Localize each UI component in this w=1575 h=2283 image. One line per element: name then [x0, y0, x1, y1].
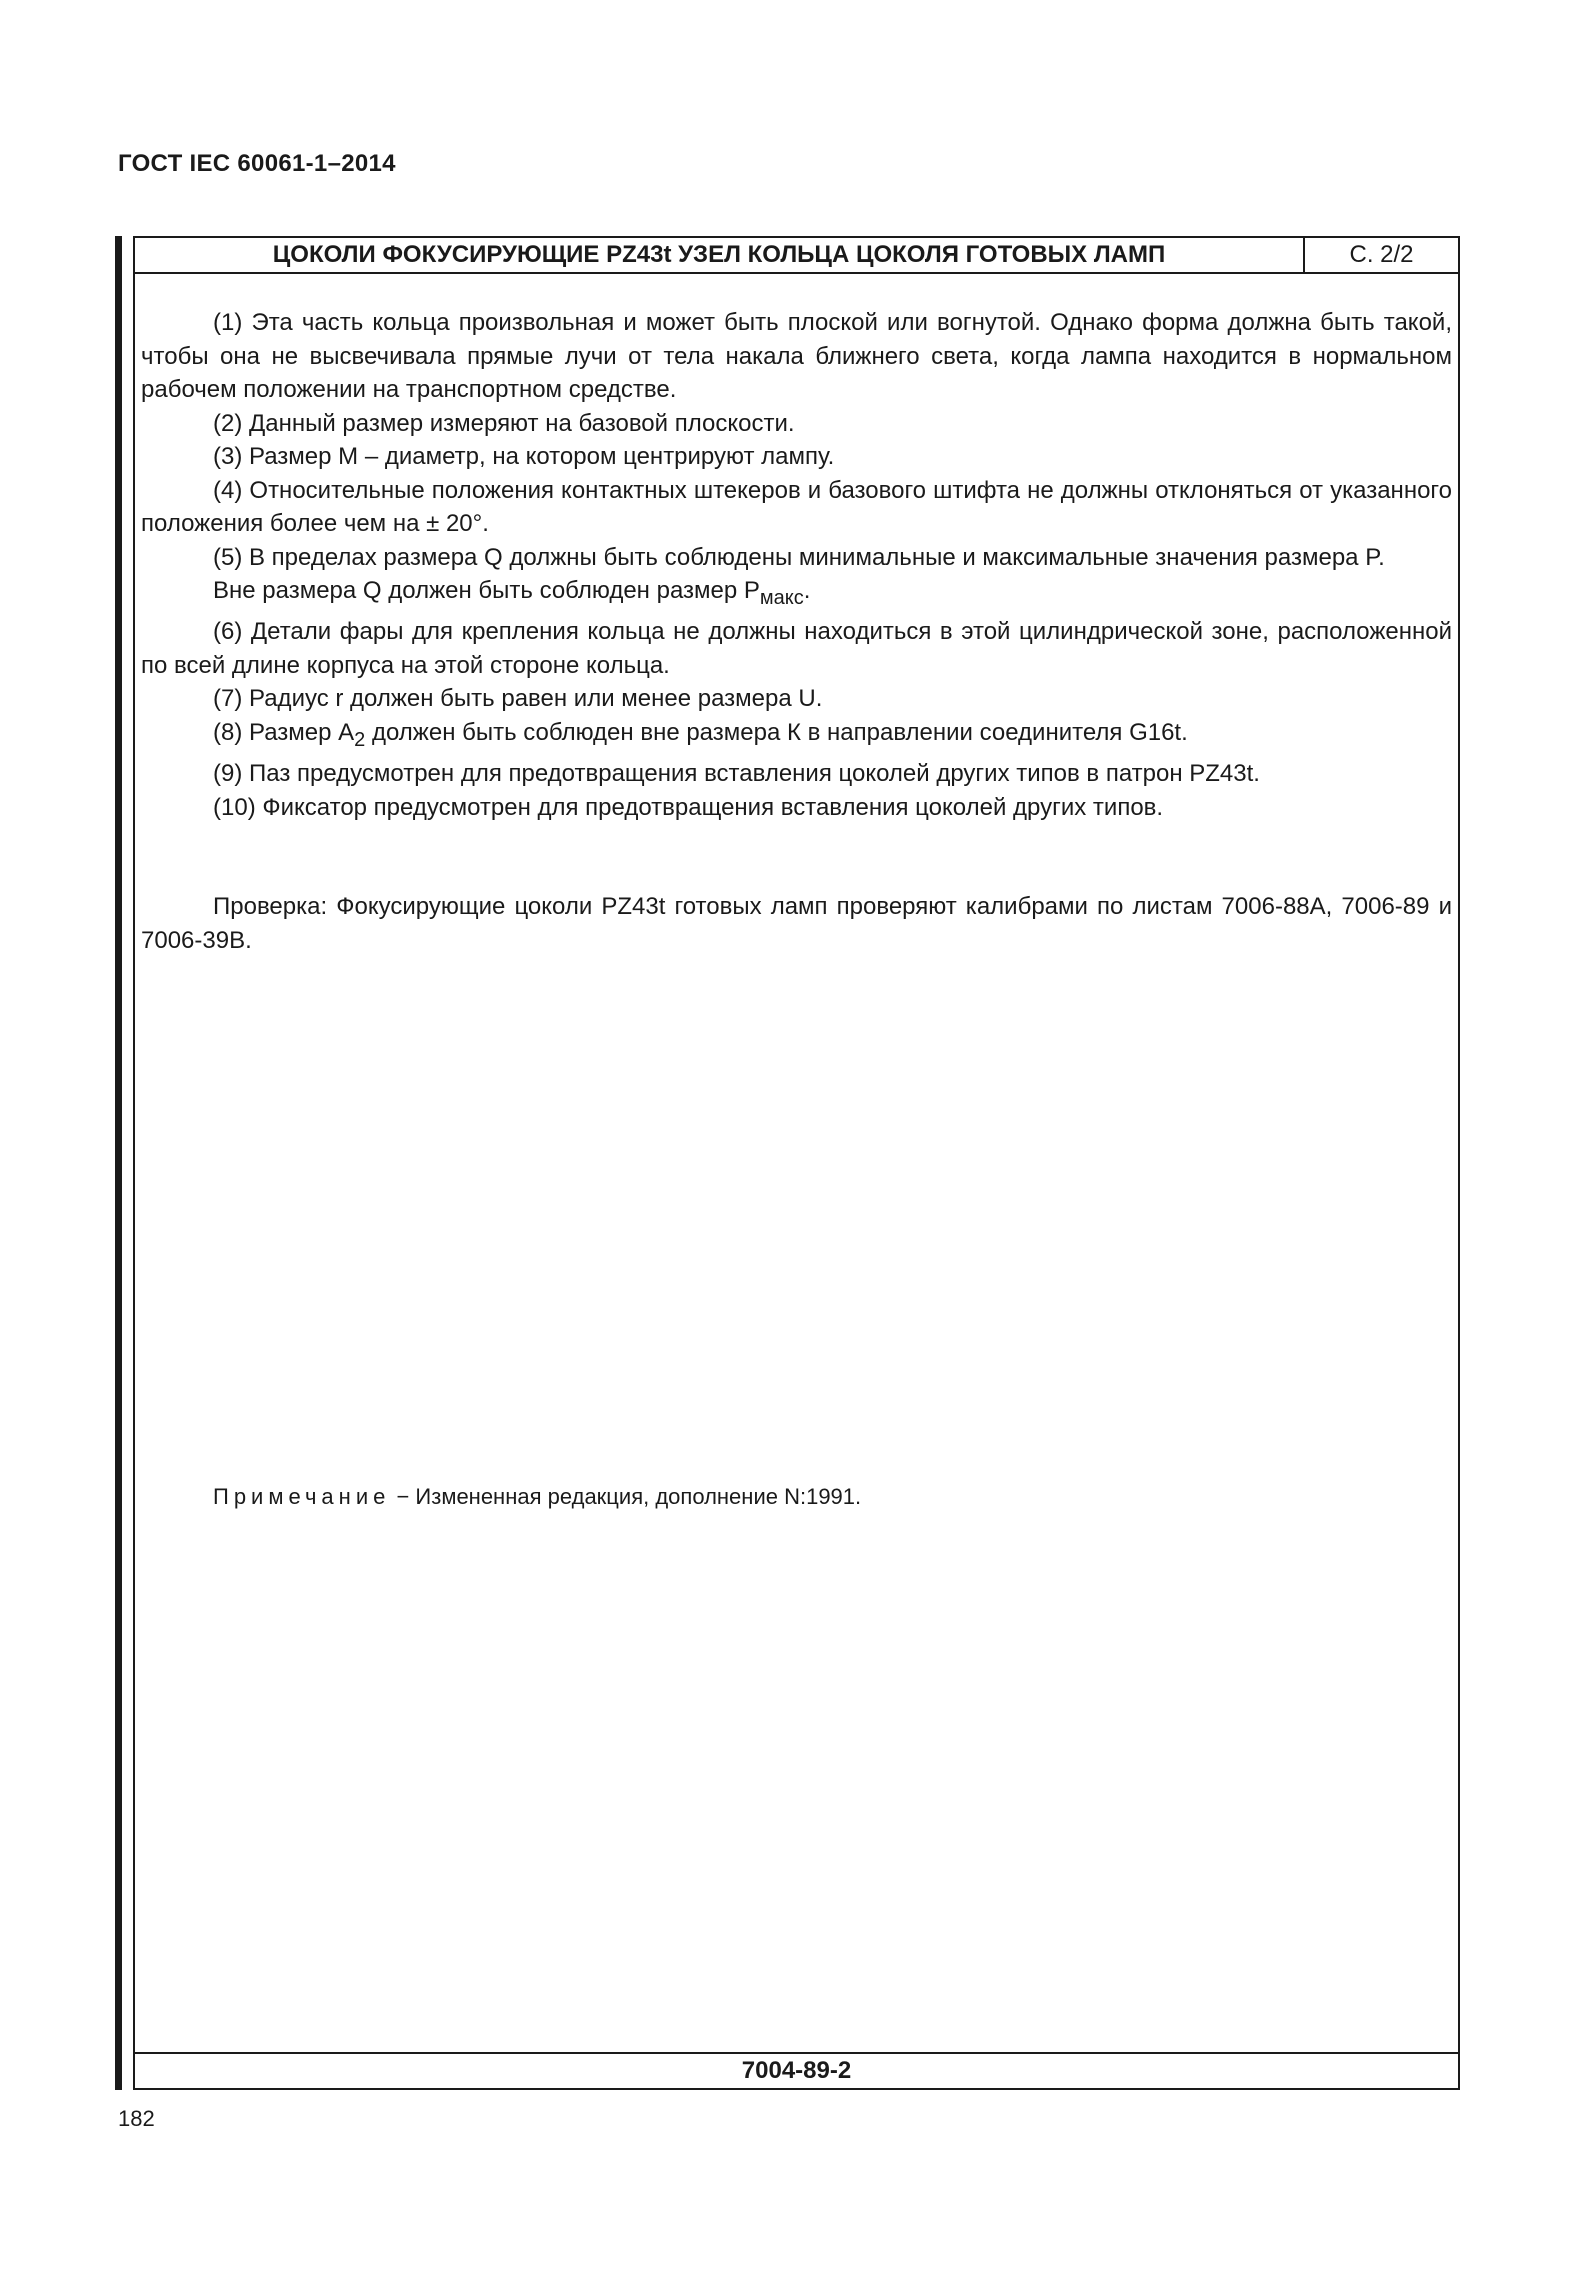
- note-1: (1) Эта часть кольца произвольная и может быть плоской или вогнутой. Однако форма должна быть такой, чтобы она не высвечивала прямые лучи от тела накала ближнего света, когда лампа находится в нормальном рабочем положении на транспортном средстве.: [141, 309, 1452, 403]
- standard-header: ГОСТ IEC 60061-1–2014: [118, 150, 396, 177]
- note-3: (3) Размер М – диаметр, на котором центрируют лампу.: [213, 443, 835, 470]
- note-5: (5) В пределах размера Q должны быть соблюдены минимальные и максимальные значения размера P.: [213, 543, 1385, 571]
- note-5b-text: Вне размера Q должен быть соблюден размер P: [213, 577, 760, 604]
- note-2: (2) Данный размер измеряют на базовой плоскости.: [213, 409, 795, 437]
- note-5b: [141, 574, 1452, 615]
- note-9: (9) Паз предусмотрен для предотвращения вставления цоколей других типов в патрон PZ43t.: [213, 760, 1260, 788]
- note-8-text-a: (8) Размер A: [213, 718, 355, 746]
- note-10: (10) Фиксатор предусмотрен для предотвращения вставления цоколей других типов.: [213, 793, 1164, 821]
- page-number: 182: [118, 2106, 155, 2131]
- sheet-frame: [133, 236, 1460, 2090]
- notes-body: [141, 306, 1452, 957]
- note-4: (4) Относительные положения контактных штекеров и базового штифта не должны отклоняться от указанного положения более чем на ± 20°.: [141, 476, 1452, 537]
- remark-text: − Измененная редакция, дополнение N:1991.: [390, 1484, 862, 1509]
- check-paragraph: Проверка: Фокусирующие цоколи PZ43t готовых ламп проверяют калибрами по листам 7006-88A, 7006-89 и 7006-39B.: [141, 893, 1452, 954]
- title-row: [135, 238, 1458, 274]
- note-8-subscript: 2: [354, 728, 366, 751]
- sheet-page-indicator: С. 2/2: [1349, 241, 1414, 268]
- note-7: (7) Радиус r должен быть равен или менее размера U.: [213, 685, 823, 713]
- note-8-text-b: должен быть соблюден вне размера К в направлении соединителя G16t.: [365, 718, 1188, 746]
- sheet-code: 7004-89-2: [135, 2052, 1458, 2088]
- note-6: (6) Детали фары для крепления кольца не должны находиться в этой цилиндрической зоне, расположенной по всей длине корпуса на этой стороне кольца.: [141, 618, 1452, 679]
- note-5b-subscript: макс: [759, 586, 804, 609]
- sheet-title: ЦОКОЛИ ФОКУСИРУЮЩИЕ PZ43t УЗЕЛ КОЛЬЦА ЦОКОЛЯ ГОТОВЫХ ЛАМП: [135, 238, 1305, 272]
- note-5b-end: .: [803, 577, 811, 604]
- remark: [213, 1484, 861, 1510]
- remark-label: Примечание: [213, 1484, 391, 1509]
- note-8: [141, 716, 1452, 757]
- binding-bar: [115, 236, 122, 2090]
